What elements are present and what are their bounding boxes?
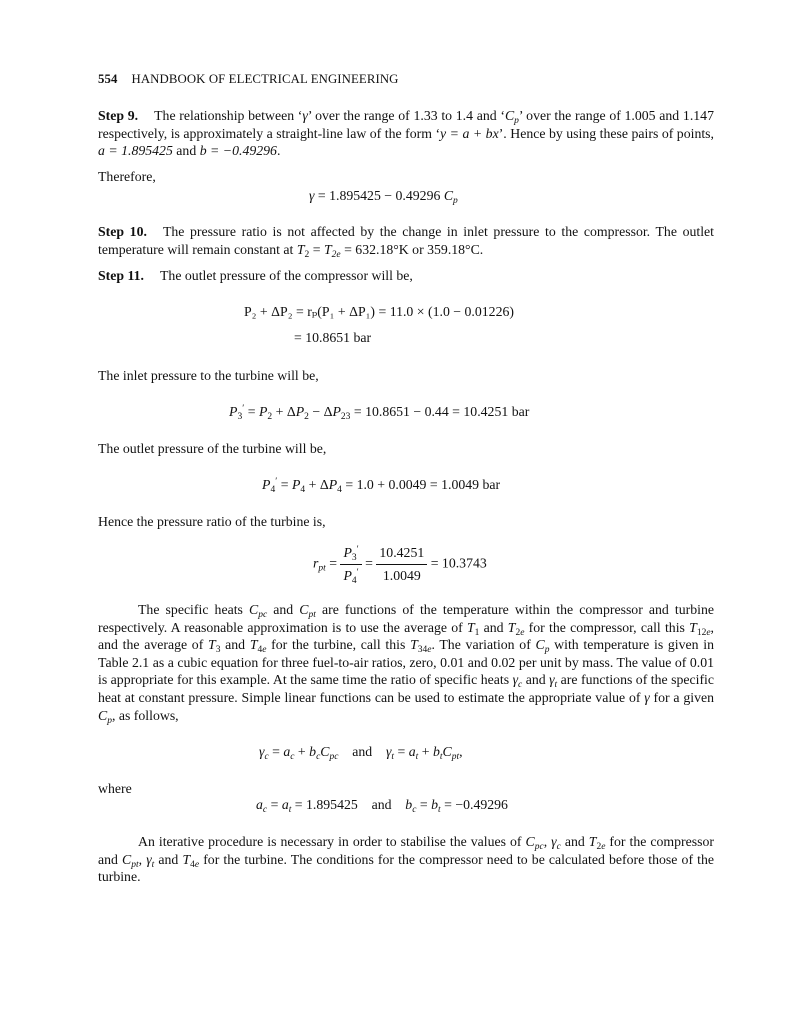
para-text: are functions of the specific heat at constant pressure. Simple linear functions can be used to estimate the appropriate value of <box>98 672 715 705</box>
gamma-symbol: γ <box>302 108 308 123</box>
gamma-equation <box>309 187 458 205</box>
running-header <box>98 71 399 89</box>
page-number: 554 <box>98 72 118 86</box>
and-word: and <box>371 797 392 812</box>
cp-symbol: C <box>504 108 515 123</box>
para-text: , and the average of <box>98 619 714 653</box>
and-word: and <box>352 744 373 759</box>
gamma-linear-equations: $\gamma_c = a_c + b_cC_{pc}$ and $\gamma_t = a_t + b_tC_{pt}$, <box>259 744 463 762</box>
para-text: for the turbine. The conditions for the compressor need to be calculated before those of the turbine. <box>98 851 715 885</box>
para-text: with temperature is given in Table 2.1 as a cubic equation for three fuel-to-air ratios, zero, 0.01 and 0.02 per unit by mass. The value of 0.01 is appropriate for this example. At the same time the ratio of specific heats <box>98 637 715 688</box>
rpt-numerator: 10.4251 <box>376 544 427 565</box>
b-value: = −0.49296 <box>440 797 508 812</box>
cp-subscript: p <box>453 196 458 206</box>
rpt-fraction-values <box>376 544 427 584</box>
step-9-text: ’ over the range of 1.33 to 1.4 and ‘ <box>307 108 505 123</box>
outlet-pressure-text: The outlet pressure of the turbine will be, <box>98 441 327 456</box>
step-9-text: . <box>276 143 281 159</box>
where-text: where <box>98 781 132 796</box>
step-9-text: The relationship between ‘ <box>154 108 303 123</box>
inlet-pressure-text: The inlet pressure to the turbine will be, <box>98 368 319 383</box>
p4-equation: $P_4' = P_4 + \Delta P_4 = 1.0 + 0.0049 = 1.0049$ bar <box>262 477 501 495</box>
p2-equation-line2 <box>294 329 371 347</box>
a-value: a = 1.895425 <box>98 143 173 159</box>
para-text: , as follows, <box>111 707 179 723</box>
p4-rhs: = 1.0 + 0.0049 = 1.0049 bar <box>341 477 501 492</box>
para-text: and <box>522 672 550 688</box>
a-value: = 1.895425 <box>291 797 358 812</box>
p3-equation: $P_3' = P_2 + \Delta P_2 - \Delta P_{23} = 10.8651 - 0.44 = 10.4251$ bar <box>229 404 530 422</box>
iterative-paragraph: An iterative procedure is necessary in order to stabilise the values of $C_{pc}$, $\gamma_c$ and $T_{2e}$ for the compressor and $C_{pt}$, $\gamma_t$ and $T_{4e}$ for the turbine. The conditions for the compressor need to be calculated before those of the turbine. <box>98 834 715 885</box>
linear-form: y = a + bx <box>440 125 499 141</box>
t2e-symbol: T <box>323 241 332 257</box>
step-10-label: Step 10. <box>98 224 147 239</box>
p2-equation-line1 <box>244 303 514 321</box>
para-text: The specific heats <box>138 602 249 617</box>
gamma-lhs: γ <box>309 188 315 203</box>
step-11-label: Step 11. <box>98 268 144 283</box>
running-title: HANDBOOK OF ELECTRICAL ENGINEERING <box>131 72 399 86</box>
step-9-paragraph <box>98 107 714 160</box>
hence-text: Hence the pressure ratio of the turbine is, <box>98 514 326 529</box>
para-text: and <box>154 851 183 867</box>
para-text: . The variation of <box>431 637 536 653</box>
step-11-text: The outlet pressure of the compressor will be, <box>160 268 413 283</box>
rpt-result: = 10.3743 <box>427 555 487 571</box>
para-text: for the compressor and <box>98 834 714 867</box>
para-text: for the compressor, call this <box>524 619 690 635</box>
para-text: and <box>479 619 508 635</box>
coefficients-equation: $a_c = a_t = 1.895425$ and $b_c = b_t = -0.49296$ <box>256 797 508 815</box>
para-text: , <box>543 834 552 849</box>
step-10-text: The pressure ratio is not affected by the change in inlet pressure to the compressor. The outlet temperature will remain constant at <box>98 224 714 257</box>
para-text: , <box>138 851 147 867</box>
equals: = <box>309 241 324 257</box>
para-text: and <box>220 637 250 653</box>
para-text: are functions of the temperature within the compressor and turbine respectively. A reasonable approximation is to use the average of <box>98 602 714 635</box>
step-11-paragraph <box>98 267 714 285</box>
cp-symbol: C <box>443 188 454 203</box>
cp-subscript: p <box>514 116 519 126</box>
step-9-text: ’ over the range of 1.005 and 1.147 respectively, is approximately a straight-line law of the form ‘ <box>98 108 714 141</box>
rpt-denominator: 1.0049 <box>382 567 421 583</box>
t2-symbol: T <box>296 241 305 257</box>
step-9-text: ’. Hence by using these pairs of points, <box>498 125 714 141</box>
p2-line1: P₂ + ΔP₂ = rₚ(P₁ + ΔP₁) = 11.0 × (1.0 − 0.01226) <box>244 304 514 319</box>
step-9-text: and <box>172 143 200 159</box>
para-text: and <box>267 602 300 617</box>
t2-subscript: 2 <box>304 249 310 260</box>
para-text: and <box>560 834 589 849</box>
step-10-paragraph <box>98 223 714 258</box>
gamma-rhs: = 1.895425 − 0.49296 <box>314 188 444 203</box>
specific-heats-paragraph: The specific heats $C_{pc}$ and $C_{pt}$ are functions of the temperature within the compressor and turbine respectively. A reasonable approximation is to use the average of $T_1$ and $T_{2e}$ for the compressor, call this $T_{12e}$, and the average of $T_3$ and $T_{4e}$ for the turbine, call this $T_{34e}$. The variation of $C_p$ with temperature is given in Table 2.1 as a cubic equation for three fuel-to-air ratios, zero, 0.01 and 0.02 per unit by mass. The value of 0.01 is appropriate for this example. At the same time the ratio of specific heats $\gamma_c$ and $\gamma_t$ are functions of the specific heat at constant pressure. Simple linear functions can be used to estimate the appropriate value of γ for a given $C_p$, as follows, <box>98 602 715 726</box>
rpt-fraction-symbols: $\frac{P_3'}{P_4'}$ <box>340 544 361 584</box>
para-text: An iterative procedure is necessary in order to stabilise the values of <box>138 834 526 849</box>
t2e-subscript: 2e <box>331 249 341 260</box>
para-text: for a given <box>649 689 714 705</box>
rpt-equation: $r_{pt}$ = $\frac{P_3'}{P_4'}$ = $\frac{10.4251}{1.0049}$ = 10.3743 <box>313 545 487 586</box>
b-value: b = −0.49296 <box>199 143 277 159</box>
p3-rhs: = 10.8651 − 0.44 = 10.4251 bar <box>350 404 530 419</box>
step-10-text: = 632.18°K or 359.18°C. <box>340 241 484 257</box>
para-text: for the turbine, call this <box>266 637 411 653</box>
therefore-text: Therefore, <box>98 169 156 184</box>
step-9-label: Step 9. <box>98 108 139 123</box>
p2-line2: = 10.8651 bar <box>294 330 372 345</box>
